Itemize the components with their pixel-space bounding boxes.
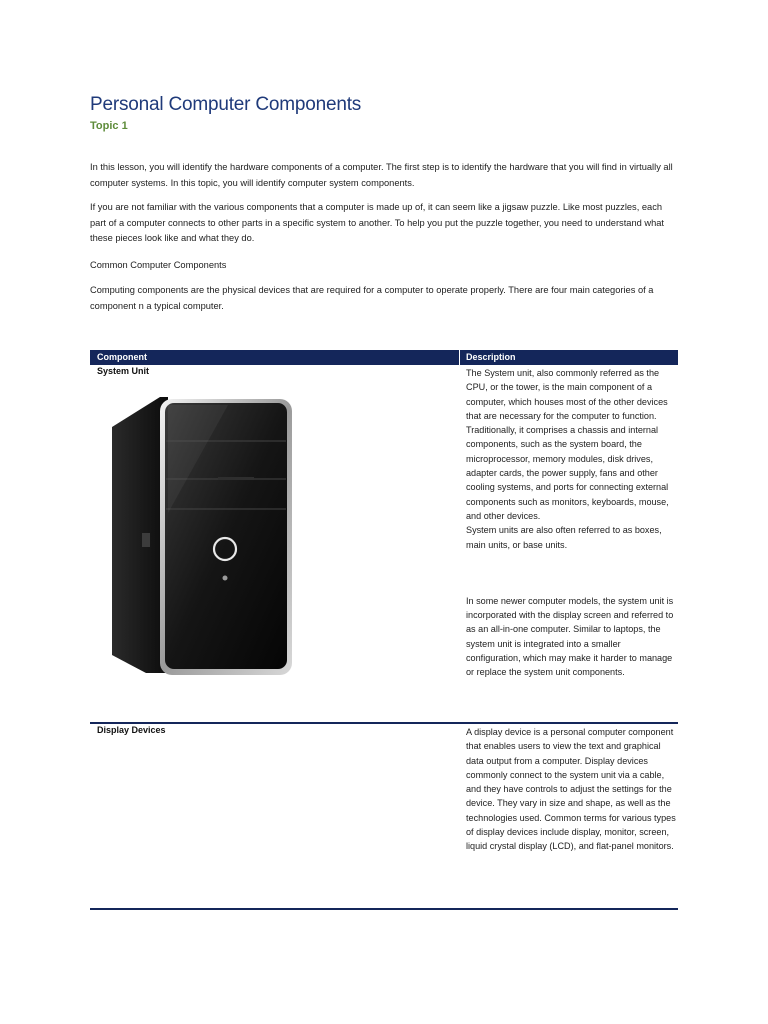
component-name: System Unit bbox=[97, 366, 150, 376]
spacer bbox=[466, 552, 676, 594]
topic-label: Topic 1 bbox=[90, 120, 128, 132]
description-text-2: commonly connect to the system unit via a cable, and they have controls to adjust the settings for the device. They vary in size and shape, as well as the technologies used. Common terms for various types of display devices include display, monitor, screen, liquid crystal display (LCD), and flat-panel monitors. bbox=[466, 769, 676, 852]
section-heading: Common Computer Components bbox=[90, 260, 227, 270]
definition-paragraph: Computing components are the physical devices that are required for a computer to operate properly. There are four main categories of a component n a typical computer. bbox=[90, 285, 654, 311]
puzzle-paragraph: If you are not familiar with the various components that a computer is made up of, it can seem like a jigsaw puzzle. Like most puzzles, each part of a computer connects to other parts in a specific system to another. To help you put the puzzle together, you need to understand what these pieces look like and what they do. bbox=[90, 202, 665, 243]
header-divider bbox=[459, 350, 460, 365]
component-name: Display Devices bbox=[97, 725, 166, 735]
pc-tower-image bbox=[108, 393, 294, 679]
description-text-1: The System unit, also commonly referred as the CPU, or the tower, is the main component of a computer, which houses most of the other devices that are necessary for the computer to function. Traditionally, it comprises a chassis and internal components, such as the system board, the microprocessor, memory modules, disk drives, adapter cards, the power supply, fans and other cooling systems, and ports for connecting external components such as monitors, keyboards, mouse, and other devices. bbox=[466, 368, 669, 521]
system-unit-description bbox=[466, 366, 676, 680]
description-text-2: System units are also often referred to as boxes, main units, or base units. bbox=[466, 525, 662, 550]
table-row-display-devices bbox=[90, 724, 678, 910]
display-devices-description bbox=[466, 725, 676, 854]
description-text-3: In some newer computer models, the system unit is incorporated with the display screen and referred to as an all-in-one computer. Similar to laptops, the system unit is integrated into a smaller configuration, which may make it harder to manage or replace the system unit components. bbox=[466, 595, 674, 678]
header-component: Component bbox=[97, 352, 147, 362]
header-description: Description bbox=[466, 352, 516, 362]
components-table bbox=[90, 350, 678, 910]
description-text-1: A display device is a personal computer component that enables users to view the text and graphical data output from a computer. Display devices bbox=[466, 727, 674, 766]
intro-paragraph: In this lesson, you will identify the hardware components of a computer. The first step is to identify the hardware that you will find in virtually all computer systems. In this topic, you will identify computer system components. bbox=[90, 162, 673, 188]
table-header bbox=[90, 350, 678, 365]
table-row-system-unit bbox=[90, 365, 678, 724]
page-title: Personal Computer Components bbox=[90, 94, 362, 115]
